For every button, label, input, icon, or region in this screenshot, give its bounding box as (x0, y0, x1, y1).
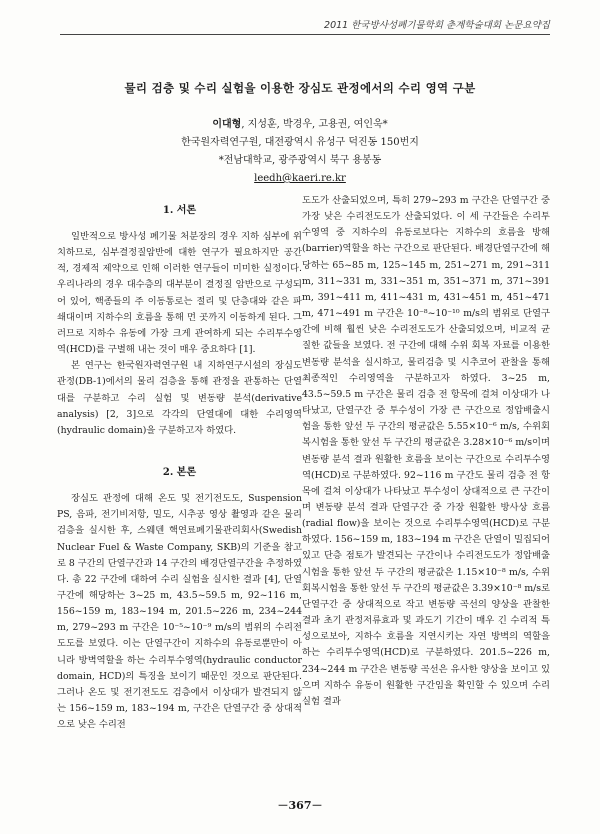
intro-heading: 1. 서론 (162, 205, 197, 216)
right-column (302, 193, 550, 710)
affiliation-1: 한국원자력연구원, 대전광역시 유성구 덕진동 150번지 (181, 137, 419, 148)
body-heading: 2. 본론 (162, 467, 197, 479)
body-paragraph-continued: 도도가 산출되었으며, 특히 279~293 m 구간은 단열구간 중 가장 낮은 수리전도도가 산출되었다. 이 세 구간들은 수리투수영역 중 지하수의 유동로보다는 지하수의 흐름을 방해(barrier)역할을 하는 구간으로 판단된다. 배경단열구간에 해당하는 65~85 m, 125~145 m, 251~271 m, 291~311 m, 311~331 m, 331~351 m, 351~371 m, 371~391 m, 391~411 m, 411~431 m, 431~451 m, 451~471 m, 471~491 m 구간은 10⁻⁸~10⁻¹⁰ m/s의 범위로 단열구간에 비해 훨씬 낮은 수리전도도가 산출되었으며, 비교적 균질한 값들을 보였다. 전 구간에 대해 수위 회복 자료를 이용한 변동량 분석을 실시하고, 물리검층 및 시추코어 관찰을 통해 최종적인 수리영역을 구분하고자 하였다. 3~25 m, 43.5~59.5 m 구간은 물리 검층 전 항목에 걸쳐 이상대가 나타났고, 단열구간 중 투수성이 가장 큰 구간으로 정압배출시험을 통한 앞선 두 구간의 평균값은 5.55×10⁻⁶ m/s, 수위회복시험을 통한 앞선 두 구간의 평균값은 3.28×10⁻⁶ m/s이며 변동량 분석 결과 원활한 흐름을 보이는 구간으로 수리투수영역(HCD)로 구분하였다. 92~116 m 구간도 물리 검층 전 항목에 걸쳐 이상대가 나타났고 투수성이 상대적으로 큰 구간이며 변동량 분석 결과 단열구간 중 가장 원활한 방사상 흐름(radial flow)을 보이는 것으로 수리투수영역(HCD)로 구분하였다. 156~159 m, 183~194 m 구간은 단열이 밀집되어 있고 단층 점토가 발견되는 구간이나 수리전도도가 정압배출시험을 통한 앞선 두 구간의 평균값은 1.15×10⁻⁸ m/s, 수위회복시험을 통한 앞선 두 구간의 평균값은 3.39×10⁻⁸ m/s로 단열구간 중 상대적으로 작고 변동량 곡선의 양상을 관찰한 결과 초기 관정저류효과 및 과도기 기간이 매우 긴 수리적 특성으로보아, 지하수 흐름을 지연시키는 자연 방벽의 역할을 하는 수리투수영역(HCD)로 구분하였다. 201.5~226 m, 234~244 m 구간은 변동량 곡선은 유사한 양상을 보이고 있으며 지하수 유동이 원활한 구간임을 확인할 수 있으며 수리 실험 결과 (302, 195, 551, 707)
author-names (100, 116, 500, 134)
header-rule (60, 34, 550, 35)
intro-paragraph-1: 일반적으로 방사성 폐기물 처분장의 경우 지하 심부에 위치하므로, 심부결정질암반에 대한 연구가 필요하지만 공간적, 경제적 제약으로 인해 이러한 연구들이 미미한 실정이다. 우리나라의 경우 대수층의 대부분이 결정질 암반으로 구성되어 있어, 핵종들의 주 이동통로는 절리 및 단층대와 같은 파쇄대이며 지하수의 흐름을 통해 먼 곳까지 이동하게 된다. 그러므로 지하수 유동에 가장 크게 관여하게 되는 수리투수영역(HCD)를 구별해 내는 것이 매우 중요하다 [1]. (57, 231, 302, 356)
page-number: －367－ (277, 799, 323, 812)
conference-header: 2011 한국방사성폐기물학회 춘계학술대회 논문요약집 (324, 20, 550, 31)
lead-author: 이대형 (212, 119, 242, 130)
body-paragraph-1: 장심도 관정에 대해 온도 및 전기전도도, Suspension PS, 음파, 전기비저항, 밀도, 시추공 영상 촬영과 같은 물리검층을 실시한 후, 스웨덴 핵연료폐기물관리회사(Swedish Nuclear Fuel & Waste Company, SKB)의 기준을 참고로 8 구간의 단열구간과 14 구간의 배경단열구간을 추정하였다. 총 22 구간에 대하여 수리 실험을 실시한 결과 [4], 단열구간에 해당하는 3~25 m, 43.5~59.5 m, 92~116 m, 156~159 m, 183~194 m, 201.5~226 m, 234~244 m, 279~293 m 구간은 10⁻⁵~10⁻⁹ m/s의 범위의 수리전도도를 보였다. 이는 단열구간이 지하수의 유동로뿐만이 아니라 방벽역할을 하는 수리투수영역(hydraulic conductor domain, HCD)의 특징을 보이기 때문인 것으로 판단된다. 그러나 온도 및 전기전도도 검층에서 이상대가 발견되지 않는 156~159 m, 183~194 m, 구간은 단열구간 중 상대적으로 낮은 수리전 (57, 493, 302, 731)
author-email[interactable]: leedh@kaeri.re.kr (254, 173, 346, 184)
intro-paragraph-2: 본 연구는 한국원자력연구원 내 지하연구시설의 장심도 관정(DB-1)에서의 물리 검층을 통해 관정을 관통하는 단열대를 구분하고 수리 실험 및 변동량 분석(derivative analysis) [2, 3]으로 각각의 단열대에 대한 수리영역(hydraulic domain)을 구분하고자 하였다. (57, 360, 302, 436)
left-column (57, 193, 302, 733)
co-authors: , 지성훈, 박경우, 고용권, 여인욱* (241, 119, 388, 130)
author-block (100, 116, 500, 188)
affiliation-2: *전남대학교, 광주광역시 북구 용봉동 (218, 155, 382, 166)
paper-title: 물리 검층 및 수리 실험을 이용한 장심도 관정에서의 수리 영역 구분 (124, 81, 476, 95)
